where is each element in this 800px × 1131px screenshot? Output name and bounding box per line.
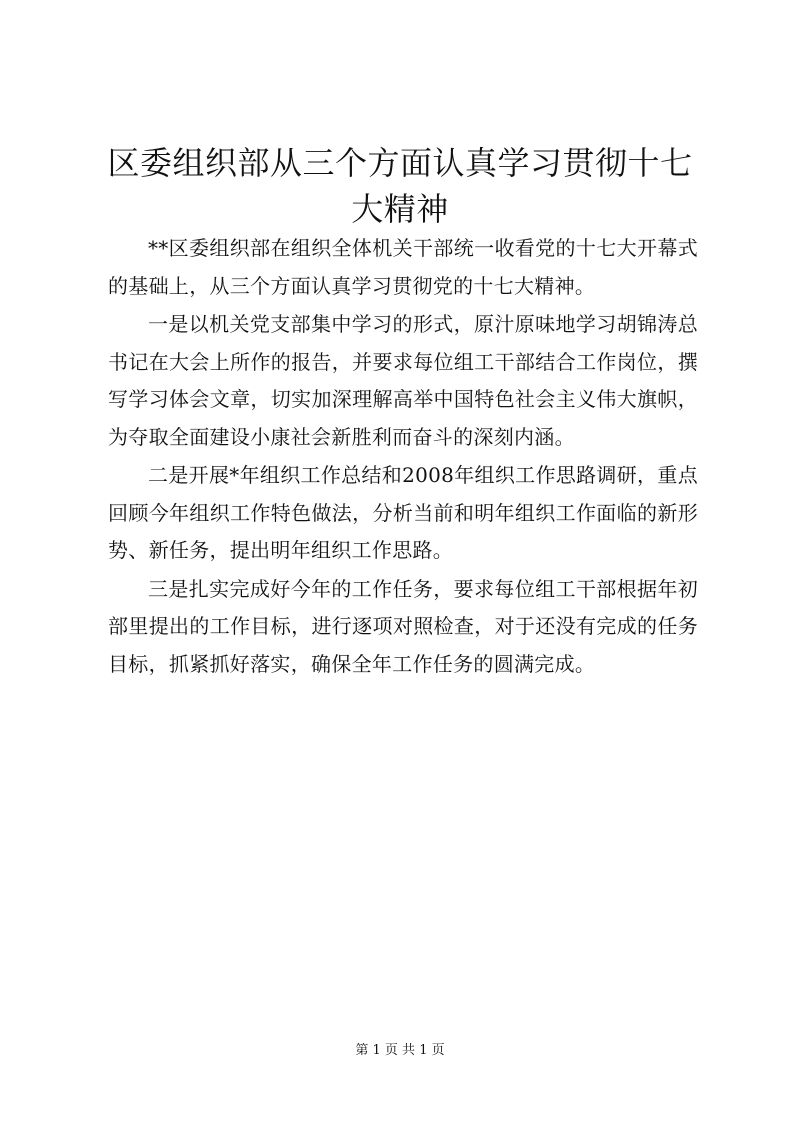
page-footer: 第 1 页 共 1 页 <box>355 1043 445 1058</box>
paragraph-third-aspect: 三是扎实完成好今年的工作任务，要求每位组工干部根据年初部里提出的工作目标，进行逐项对照检查，对于还没有完成的任务目标，抓紧抓好落实，确保全年工作任务的圆满完成。 <box>108 576 698 676</box>
document-title: 区委组织部从三个方面认真学习贯彻十七大精神 <box>107 144 693 228</box>
paragraph-intro: **区委组织部在组织全体机关干部统一收看党的十七大开幕式的基础上，从三个方面认真学习贯彻党的十七大精神。 <box>108 236 698 298</box>
document-body <box>108 230 698 684</box>
paragraph-second-aspect: 二是开展*年组织工作总结和2008年组织工作思路调研，重点回顾今年组织工作特色做法，分析当前和明年组织工作面临的新形势、新任务，提出明年组织工作思路。 <box>108 463 698 562</box>
paragraph-first-aspect: 一是以机关党支部集中学习的形式，原汁原味地学习胡锦涛总书记在大会上所作的报告，并要求每位组工干部结合工作岗位，撰写学习体会文章，切实加深理解高举中国特色社会主义伟大旗帜，为夺取全面建设小康社会新胜利而奋斗的深刻内涵。 <box>108 312 698 449</box>
